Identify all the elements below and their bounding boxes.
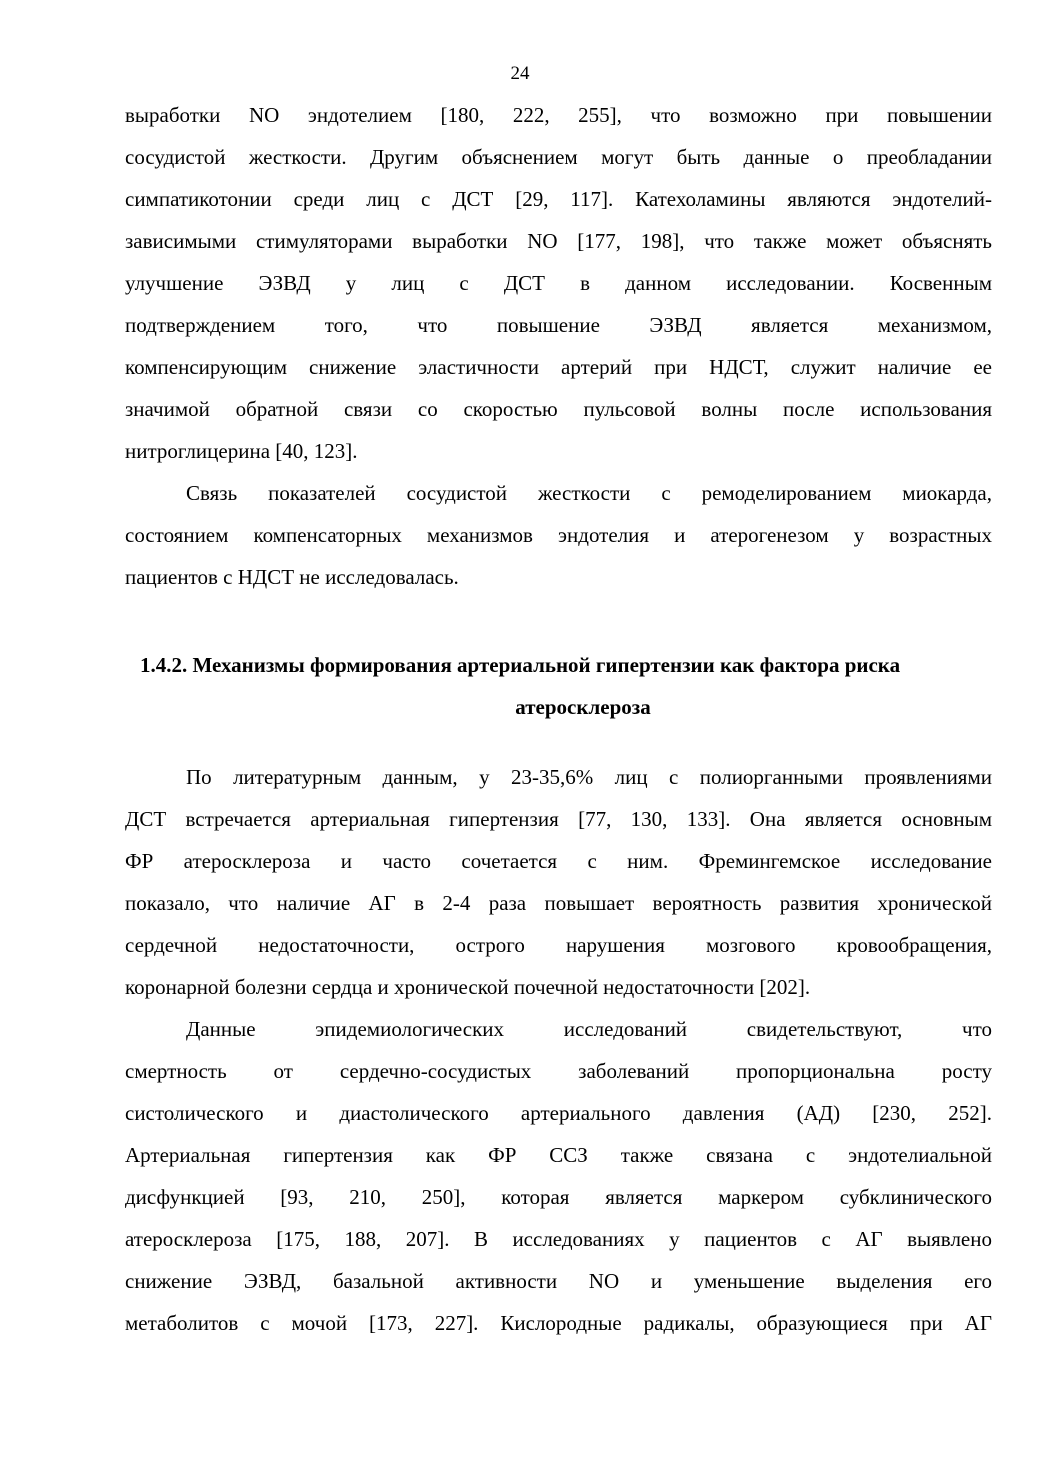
text-line: компенсирующим снижение эластичности артерий при НДСТ, служит наличие ее bbox=[125, 355, 992, 379]
text-line: состоянием компенсаторных механизмов эндотелия и атерогенезом у возрастных bbox=[125, 523, 992, 547]
section-heading bbox=[0, 644, 1040, 686]
text-line: систолического и диастолического артериального давления (АД) [230, 252]. bbox=[125, 1101, 992, 1125]
text-line: нитроглицерина [40, 123]. bbox=[125, 439, 358, 463]
text-line: зависимыми стимуляторами выработки NO [177, 198], что также может объяснять bbox=[125, 229, 992, 253]
text-line: Данные эпидемиологических исследований свидетельствуют, что bbox=[186, 1017, 992, 1041]
text-line: значимой обратной связи со скоростью пульсовой волны после использования bbox=[125, 397, 992, 421]
text-line: метаболитов с мочой [173, 227]. Кислородные радикалы, образующиеся при АГ bbox=[125, 1311, 992, 1335]
text-line: смертность от сердечно-сосудистых заболеваний пропорциональна росту bbox=[125, 1059, 992, 1083]
text-line: Артериальная гипертензия как ФР ССЗ также связана с эндотелиальной bbox=[125, 1143, 992, 1167]
page-number: 24 bbox=[510, 63, 530, 84]
section-heading-continued bbox=[0, 686, 1040, 728]
text-line: выработки NO эндотелием [180, 222, 255], что возможно при повышении bbox=[125, 103, 992, 127]
text-line: По литературным данным, у 23-35,6% лиц с полиорганными проявлениями bbox=[186, 765, 992, 789]
text-block-2 bbox=[125, 756, 992, 1344]
section-heading-line-2: атеросклероза bbox=[515, 695, 651, 719]
text-line: снижение ЭЗВД, базальной активности NO и уменьшение выделения его bbox=[125, 1269, 992, 1293]
text-line: дисфункцией [93, 210, 250], которая является маркером субклинического bbox=[125, 1185, 992, 1209]
text-line: подтверждением того, что повышение ЭЗВД является механизмом, bbox=[125, 313, 992, 337]
text-line: сосудистой жесткости. Другим объяснением могут быть данные о преобладании bbox=[125, 145, 992, 169]
text-line: показало, что наличие АГ в 2-4 раза повышает вероятность развития хронической bbox=[125, 891, 992, 915]
text-block-1 bbox=[125, 94, 992, 598]
text-line: коронарной болезни сердца и хронической почечной недостаточности [202]. bbox=[125, 975, 811, 999]
text-line: улучшение ЭЗВД у лиц с ДСТ в данном исследовании. Косвенным bbox=[125, 271, 992, 295]
text-line: пациентов с НДСТ не исследовалась. bbox=[125, 565, 459, 589]
text-line: симпатикотонии среди лиц с ДСТ [29, 117]. Катехоламины являются эндотелий- bbox=[125, 187, 992, 211]
text-line: сердечной недостаточности, острого нарушения мозгового кровообращения, bbox=[125, 933, 992, 957]
text-line: ДСТ встречается артериальная гипертензия [77, 130, 133]. Она является основным bbox=[125, 807, 992, 831]
text-line: атеросклероза [175, 188, 207]. В исследованиях у пациентов с АГ выявлено bbox=[125, 1227, 992, 1251]
section-heading-line-1: 1.4.2. Механизмы формирования артериальной гипертензии как фактора риска bbox=[140, 653, 901, 677]
text-line: ФР атеросклероза и часто сочетается с ним. Фремингемское исследование bbox=[125, 849, 992, 873]
text-line: Связь показателей сосудистой жесткости с ремоделированием миокарда, bbox=[186, 481, 992, 505]
